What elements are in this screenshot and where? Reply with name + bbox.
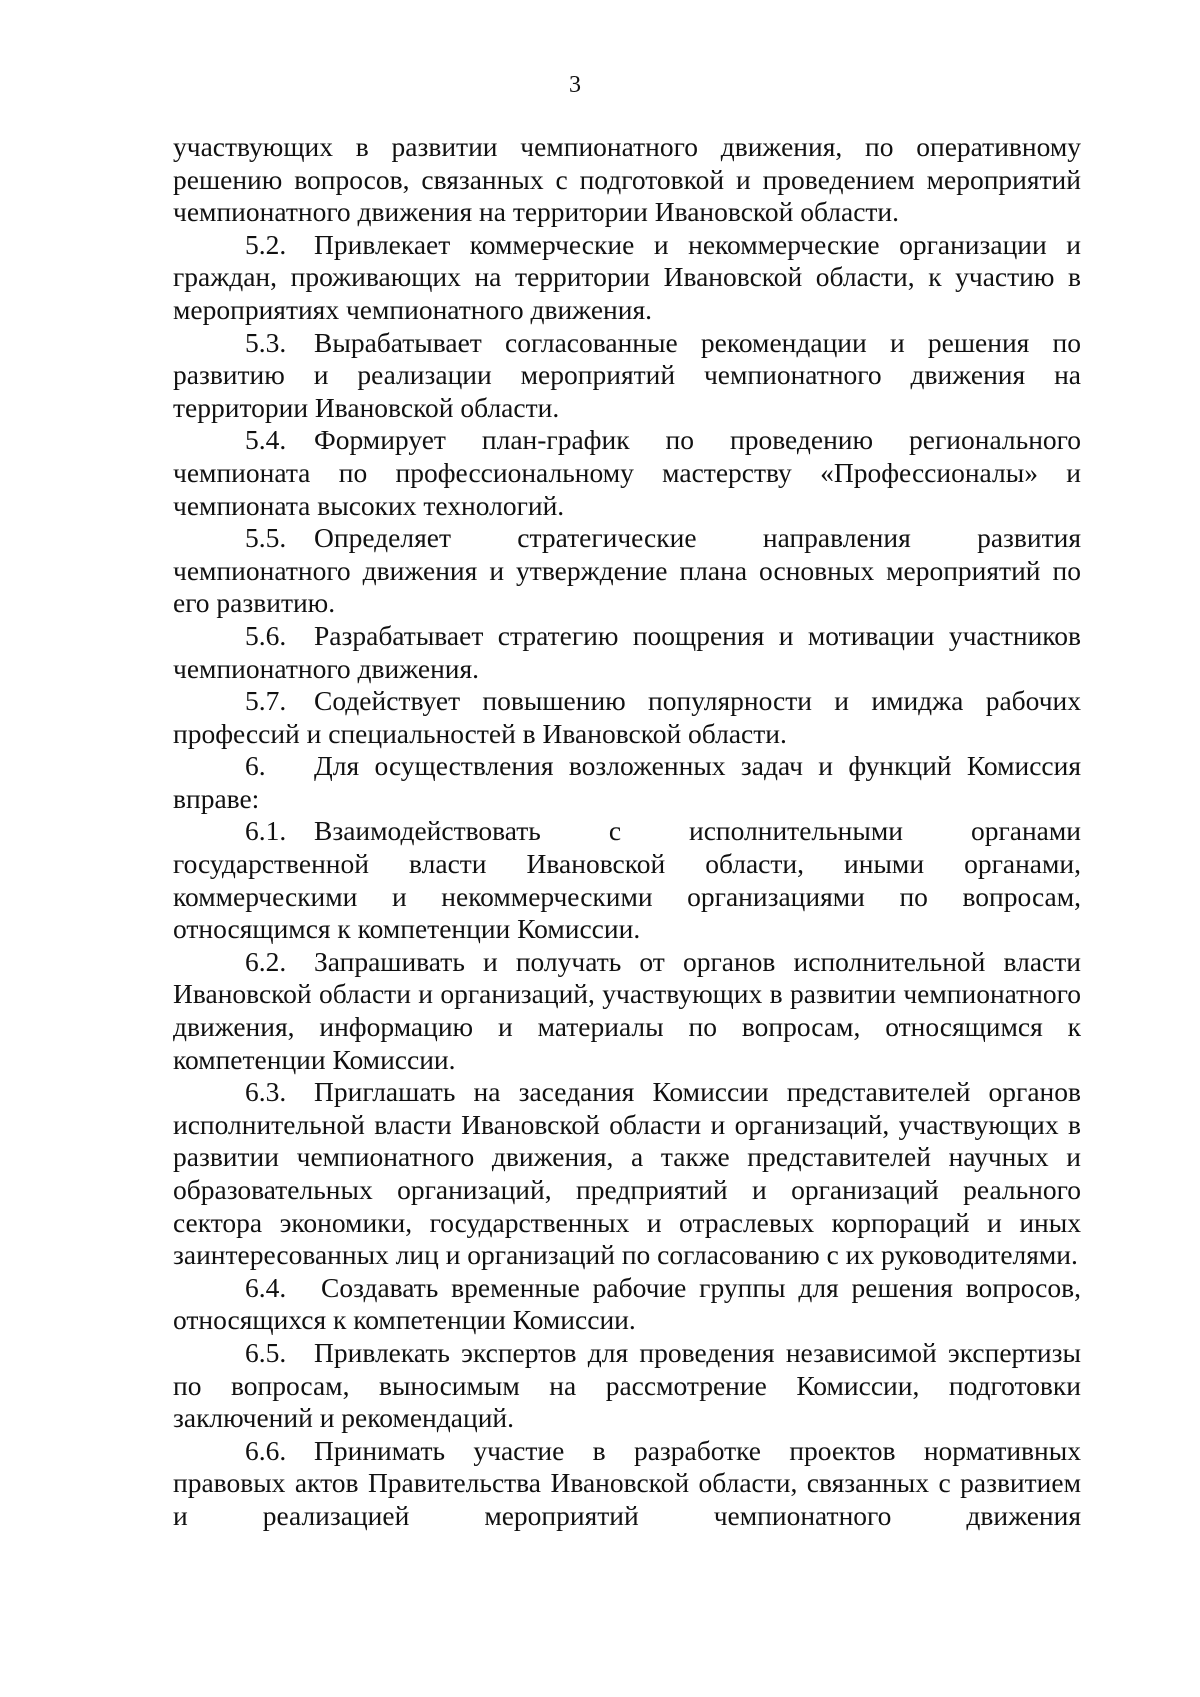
clause-text: Привлекать экспертов для проведения независимой экспертизы по вопросам, выносимым на рассмотрение Комиссии, подготовки заключений и рекомендаций. <box>173 1336 1081 1434</box>
paragraph-continuation <box>173 131 1081 229</box>
paragraph-text: участвующих в развитии чемпионатного движения, по оперативному решению вопросов, связанных с подготовкой и проведением мероприятий чемпионатного движения на территории Ивановской области. <box>173 131 1081 228</box>
clause-5-6 <box>173 620 1081 685</box>
clause-6-1 <box>173 815 1081 945</box>
clause-number: 5.4. <box>245 424 287 456</box>
clause-number: 6.5. <box>245 1336 287 1368</box>
clause-number: 6.4. <box>245 1271 287 1303</box>
document-body <box>173 131 1081 1533</box>
clause-text: Приглашать на заседания Комиссии представителей органов исполнительной власти Ивановской области и организаций, участвующих в развитии чемпионатного движения, а также представителей научных и образовательных организаций, предприятий и организаций реального сектора экономики, государственных и отраслевых корпораций и иных заинтересованных лиц и организаций по согласованию с их руководителями. <box>173 1076 1081 1271</box>
clause-6-4 <box>173 1272 1081 1337</box>
clause-6-2 <box>173 946 1081 1076</box>
clause-number: 6.2. <box>245 945 287 977</box>
clause-6-3 <box>173 1076 1081 1272</box>
clause-text: Создавать временные рабочие группы для решения вопросов, относящихся к компетенции Комиссии. <box>173 1271 1081 1336</box>
clause-text: Определяет стратегические направления развития чемпионатного движения и утверждение плана основных мероприятий по его развитию. <box>173 522 1081 619</box>
clause-text: Для осуществления возложенных задач и функций Комиссия вправе: <box>173 750 1081 814</box>
clause-number: 6.6. <box>245 1434 287 1466</box>
page-number: 3 <box>569 72 581 98</box>
clause-number: 5.7. <box>245 685 287 717</box>
clause-5-2 <box>173 229 1081 327</box>
clause-number: 5.6. <box>245 619 287 651</box>
clause-6 <box>173 750 1081 815</box>
clause-text: Запрашивать и получать от органов исполнительной власти Ивановской области и организаций, участвующих в развитии чемпионатного движения, информацию и материалы по вопросам, относящимся к компетенции Комиссии. <box>173 945 1081 1075</box>
clause-text: Содействует повышению популярности и имиджа рабочих профессий и специальностей в Ивановской области. <box>173 685 1081 749</box>
clause-5-7 <box>173 685 1081 750</box>
clause-5-3 <box>173 327 1081 425</box>
clause-text: Формирует план-график по проведению регионального чемпионата по профессиональному мастерству «Профессионалы» и чемпионата высоких технологий. <box>173 424 1081 521</box>
clause-number: 6.1. <box>245 815 287 847</box>
clause-number: 5.3. <box>245 326 287 358</box>
clause-number: 5.2. <box>245 228 287 260</box>
clause-text: Привлекает коммерческие и некоммерческие организации и граждан, проживающих на территории Ивановской области, к участию в мероприятиях чемпионатного движения. <box>173 228 1081 325</box>
clause-5-4 <box>173 424 1081 522</box>
clause-5-5 <box>173 522 1081 620</box>
clause-6-5 <box>173 1337 1081 1435</box>
clause-number: 6.3. <box>245 1076 287 1108</box>
clause-6-6 <box>173 1435 1081 1533</box>
clause-number: 5.5. <box>245 522 287 554</box>
clause-text: Взаимодействовать с исполнительными органами государственной власти Ивановской области, иными органами, коммерческими и некоммерческими организациями по вопросам, относящимся к компетенции Комиссии. <box>173 815 1081 945</box>
clause-text: Принимать участие в разработке проектов нормативных правовых актов Правительства Ивановской области, связанных с развитием и реализацией мероприятий чемпионатного движения <box>173 1434 1081 1531</box>
clause-text: Разрабатывает стратегию поощрения и мотивации участников чемпионатного движения. <box>173 619 1081 684</box>
clause-text: Вырабатывает согласованные рекомендации и решения по развитию и реализации мероприятий чемпионатного движения на территории Ивановской области. <box>173 326 1081 423</box>
clause-number: 6. <box>245 750 266 782</box>
